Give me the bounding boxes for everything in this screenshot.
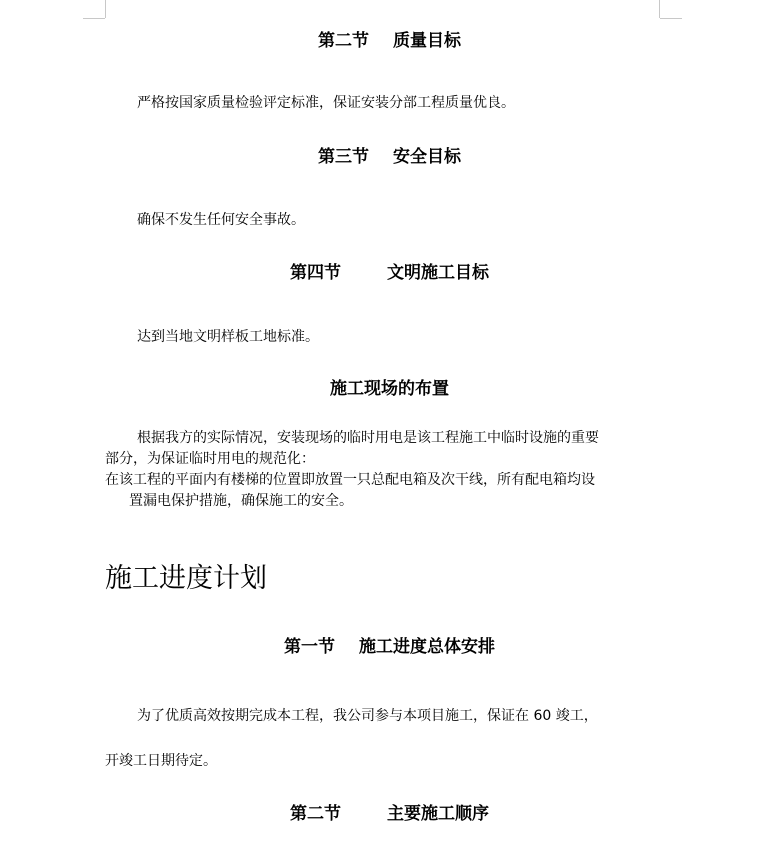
section-title: 主要施工顺序 [387, 804, 489, 824]
chapter-title: 施工进度计划 [105, 563, 267, 594]
civil-paragraph: 达到当地文明样板工地标准。 [137, 329, 319, 345]
section-number: 第三节 [318, 147, 369, 167]
overall-line-1: 为了优质高效按期完成本工程，我公司参与本项目施工，保证在 60 竣工， [137, 708, 598, 724]
quality-paragraph: 严格按国家质量检验评定标准，保证安装分部工程质量优良。 [137, 95, 515, 111]
section-number: 第一节 [284, 637, 335, 657]
overall-line-2: 开竣工日期待定。 [105, 753, 217, 769]
section-heading-overall [0, 636, 779, 658]
safety-paragraph: 确保不发生任何安全事故。 [137, 212, 305, 228]
site-layout-line-4: 置漏电保护措施，确保施工的安全。 [129, 493, 353, 509]
site-layout-line-1: 根据我方的实际情况，安装现场的临时用电是该工程施工中临时设施的重要 [137, 430, 599, 446]
section-number: 第二节 [290, 804, 341, 824]
section-title: 文明施工目标 [387, 263, 489, 283]
section-heading-safety [0, 146, 779, 168]
section-title: 施工进度总体安排 [359, 637, 495, 657]
crop-mark-top-left-horizontal [83, 18, 105, 19]
section-title: 安全目标 [393, 147, 461, 167]
crop-mark-top-right-horizontal [660, 18, 682, 19]
site-layout-heading: 施工现场的布置 [330, 379, 449, 399]
site-layout-line-2: 部分，为保证临时用电的规范化： [105, 451, 315, 467]
site-layout-line-3: 在该工程的平面内有楼梯的位置即放置一只总配电箱及次干线，所有配电箱均设 [105, 472, 595, 488]
section-heading-civil [0, 262, 779, 284]
section-number: 第二节 [318, 31, 369, 51]
crop-mark-top-left-vertical [105, 0, 106, 18]
section-heading-quality [0, 30, 779, 52]
section-title: 质量目标 [393, 31, 461, 51]
section-number: 第四节 [290, 263, 341, 283]
section-heading-sequence [0, 803, 779, 825]
crop-mark-top-right-vertical [659, 0, 660, 18]
